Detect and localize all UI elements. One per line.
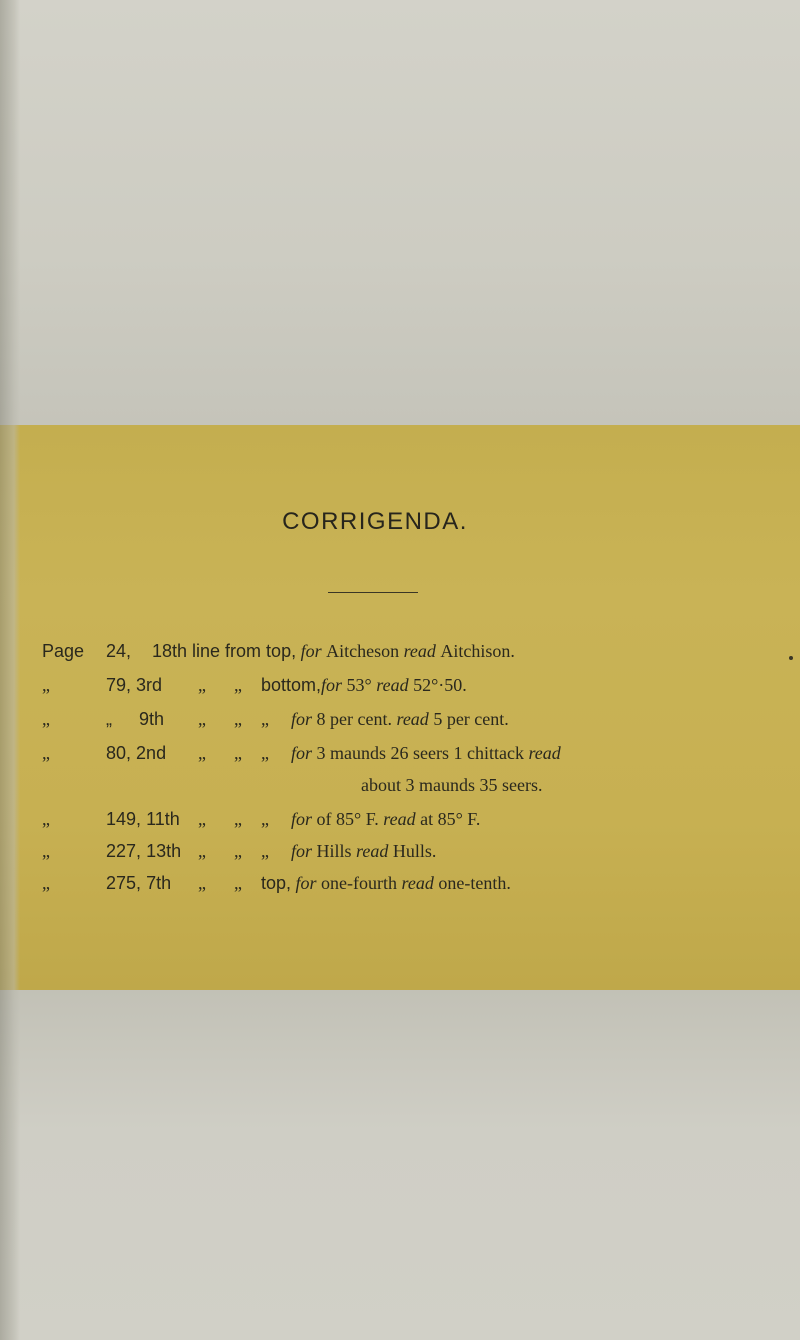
wrong-text: one-fourth — [321, 873, 398, 893]
wrong-text: of 85° F. — [316, 809, 379, 829]
page-number — [106, 870, 198, 896]
correct-text: Aitchison. — [440, 641, 515, 661]
ditto-mark: „ — [261, 709, 269, 729]
ditto-mark: „ — [261, 809, 269, 829]
ditto-mark: „ — [234, 873, 242, 893]
heading-rule — [328, 592, 418, 593]
ditto-mark: „ — [198, 841, 206, 861]
ditto-mark: „ — [42, 743, 50, 763]
correct-text: 5 per cent. — [433, 709, 509, 729]
page-number-value: 79, — [106, 675, 132, 695]
position-text: bottom, — [261, 675, 322, 695]
ditto-mark: „ — [198, 809, 206, 829]
correct-text: 52°·50. — [413, 675, 467, 695]
page-number-value: 80, — [106, 743, 132, 763]
ditto-mark: „ — [42, 873, 50, 893]
line-number: 7th — [146, 873, 172, 893]
ditto-mark: „ — [234, 743, 242, 763]
corrigenda-heading: CORRIGENDA. — [282, 508, 468, 535]
ditto-mark: „ — [42, 709, 50, 729]
page-number — [106, 740, 198, 766]
corrigenda-entry — [42, 706, 509, 732]
read-word: read — [396, 709, 429, 729]
for-word: for — [295, 873, 317, 893]
line-number: 3rd — [136, 675, 163, 695]
correct-text: at 85° F. — [420, 809, 481, 829]
wrong-text: Aitcheson — [326, 641, 400, 661]
ditto-mark: „ — [261, 743, 269, 763]
correct-text: Hulls. — [392, 841, 437, 861]
corrigenda-entry — [42, 672, 467, 698]
page-number-value: 149, — [106, 809, 142, 829]
for-word: for — [291, 743, 313, 763]
line-number: 9th — [139, 709, 165, 729]
page-label: Page — [42, 641, 85, 661]
page-edge-shadow — [0, 0, 20, 1340]
ditto-mark: „ — [234, 809, 242, 829]
corrigenda-entry — [42, 740, 561, 766]
read-word: read — [401, 873, 434, 893]
for-word: for — [300, 641, 322, 661]
page-number — [106, 838, 198, 864]
page-number-value: 275, — [106, 873, 142, 893]
read-word: read — [528, 743, 561, 763]
for-word: for — [291, 709, 313, 729]
position-text: top, — [261, 873, 292, 893]
corrigenda-entry — [42, 638, 515, 664]
corrigenda-continuation — [361, 772, 542, 798]
line-number: 2nd — [136, 743, 167, 763]
read-word: read — [376, 675, 409, 695]
line-number: 13th — [146, 841, 182, 861]
for-word: for — [291, 809, 313, 829]
ditto-mark: „ — [234, 709, 242, 729]
ditto-mark: „ — [198, 743, 206, 763]
paper-background-top — [0, 0, 800, 425]
page-number-value: 227, — [106, 841, 142, 861]
for-word: for — [321, 675, 343, 695]
ditto-mark: „ — [106, 709, 112, 729]
page-number — [106, 806, 198, 832]
wrong-text: 8 per cent. — [316, 709, 392, 729]
corrigenda-entry — [42, 838, 436, 864]
corrigenda-entry — [42, 806, 480, 832]
ditto-mark: „ — [261, 841, 269, 861]
page-number — [106, 706, 198, 732]
wrong-text: 3 maunds 26 seers 1 chittack — [316, 743, 524, 763]
read-word: read — [383, 809, 416, 829]
line-number: 11th — [146, 809, 180, 829]
margin-dot — [789, 656, 793, 660]
for-word: for — [291, 841, 313, 861]
paper-background-bottom — [0, 990, 800, 1340]
page-number: 24, — [106, 641, 132, 661]
ditto-mark: „ — [42, 809, 50, 829]
ditto-mark: „ — [42, 675, 50, 695]
corrigenda-entry — [42, 870, 511, 896]
correct-text: about 3 maunds 35 seers. — [361, 775, 543, 795]
ditto-mark: „ — [198, 675, 206, 695]
ditto-mark: „ — [234, 675, 242, 695]
wrong-text: 53° — [346, 675, 372, 695]
correct-text: one-tenth. — [438, 873, 511, 893]
ditto-mark: „ — [42, 841, 50, 861]
read-word: read — [403, 641, 436, 661]
page-number — [106, 672, 198, 698]
wrong-text: Hills — [316, 841, 352, 861]
line-reference: 18th line from top, — [152, 641, 297, 661]
ditto-mark: „ — [198, 873, 206, 893]
ditto-mark: „ — [234, 841, 242, 861]
read-word: read — [356, 841, 389, 861]
ditto-mark: „ — [198, 709, 206, 729]
